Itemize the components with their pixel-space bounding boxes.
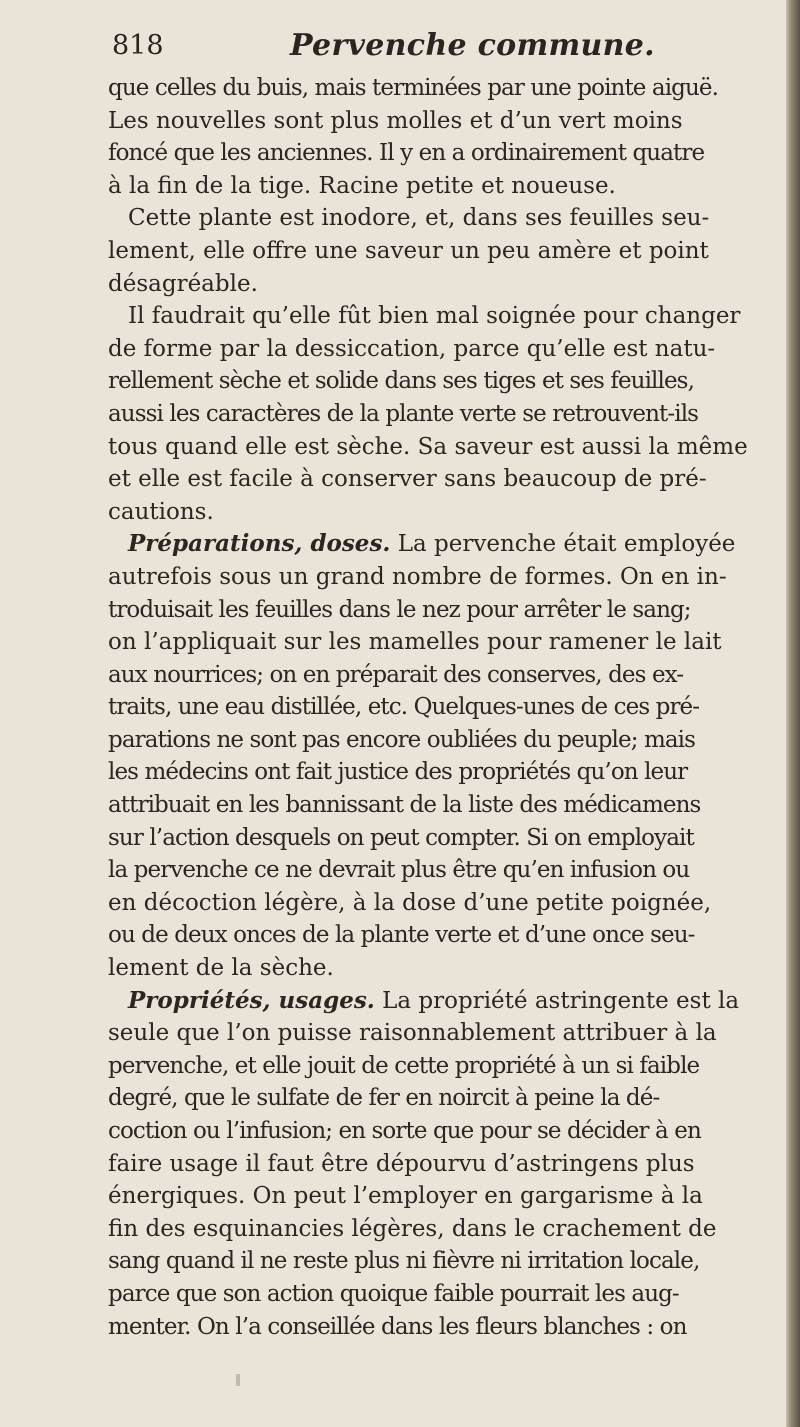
text-line: fin des esquinancies légères, dans le crachement de	[108, 1215, 717, 1242]
text-line	[108, 528, 786, 561]
text-line: parce que son action quoique faible pourrait les aug-	[108, 1280, 679, 1307]
text-line	[108, 985, 786, 1018]
text-line: en décoction légère, à la dose d’une petite poignée,	[108, 889, 712, 916]
text-line: que celles du buis, mais terminées par une pointe aiguë.	[108, 75, 719, 101]
text-line: seule que l’on puisse raisonnablement attribuer à la	[108, 1020, 717, 1047]
section-heading: Propriétés, usages.	[128, 986, 375, 1014]
text-line: autrefois sous un grand nombre de formes. On en in-	[108, 563, 727, 590]
text-line: Cette plante est inodore, et, dans ses feuilles seu-	[128, 205, 710, 232]
page-number: 818	[112, 30, 164, 61]
page-header	[112, 22, 772, 72]
text-line: et elle est facile à conserver sans beaucoup de pré-	[108, 466, 707, 493]
text-line: tous quand elle est sèche. Sa saveur est aussi la même	[108, 433, 748, 460]
paper-mark	[236, 1374, 240, 1386]
text-line: sang quand il ne reste plus ni fièvre ni irritation locale,	[108, 1248, 700, 1275]
text-line: foncé que les anciennes. Il y en a ordinairement quatre	[108, 140, 705, 167]
text-line: aussi les caractères de la plante verte se retrouvent-ils	[108, 400, 699, 427]
text-line: Il faudrait qu’elle fût bien mal soignée pour changer	[128, 303, 741, 330]
text-line: aux nourrices; on en préparait des conserves, des ex-	[108, 661, 684, 688]
running-title: Pervenche commune.	[290, 28, 655, 63]
text-line: les médecins ont fait justice des propriétés qu’on leur	[108, 759, 688, 786]
section-heading: Préparations, doses.	[128, 530, 391, 558]
text-line: cautions.	[108, 498, 214, 525]
text-line: la pervenche ce ne devrait plus être qu’en infusion ou	[108, 857, 690, 884]
text-line: désagréable.	[108, 270, 258, 297]
text-line: lement de la sèche.	[108, 955, 334, 982]
page-body	[108, 72, 786, 1343]
text-line: lement, elle offre une saveur un peu amère et point	[108, 237, 709, 264]
text-run: La pervenche était employée	[390, 531, 736, 558]
page-binding-edge	[786, 0, 800, 1427]
text-line: on l’appliquait sur les mamelles pour ramener le lait	[108, 629, 722, 656]
text-run: La propriété astringente est la	[374, 987, 740, 1014]
text-line: faire usage il faut être dépourvu d’astringens plus	[108, 1150, 695, 1177]
text-line: à la fin de la tige. Racine petite et noueuse.	[108, 172, 616, 199]
text-line: degré, que le sulfate de fer en noircit à peine la dé-	[108, 1085, 660, 1112]
text-line: menter. On l’a conseillée dans les fleurs blanches : on	[108, 1313, 687, 1340]
text-line: attribuait en les bannissant de la liste des médicamens	[108, 792, 701, 819]
text-line: de forme par la dessiccation, parce qu’elle est natu-	[108, 335, 716, 362]
text-line: rellement sèche et solide dans ses tiges et ses feuilles,	[108, 368, 694, 395]
text-line: parations ne sont pas encore oubliées du peuple; mais	[108, 726, 696, 753]
text-line: ou de deux onces de la plante verte et d’une once seu-	[108, 922, 695, 949]
text-line: troduisait les feuilles dans le nez pour arrêter le sang;	[108, 596, 691, 623]
text-line: Les nouvelles sont plus molles et d’un vert moins	[108, 107, 683, 134]
text-line: énergiques. On peut l’employer en gargarisme à la	[108, 1183, 703, 1210]
text-line: sur l’action desquels on peut compter. Si on employait	[108, 824, 694, 851]
text-line: coction ou l’infusion; en sorte que pour se décider à en	[108, 1118, 701, 1144]
text-line: traits, une eau distillée, etc. Quelques-unes de ces pré-	[108, 694, 700, 721]
text-line: pervenche, et elle jouit de cette propriété à un si faible	[108, 1052, 700, 1079]
